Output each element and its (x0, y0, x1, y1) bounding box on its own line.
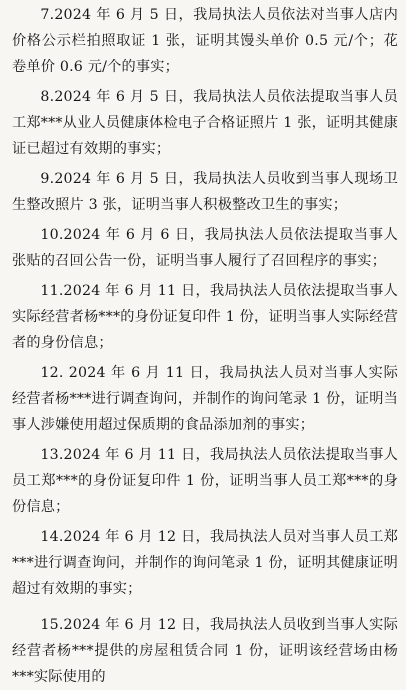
evidence-paragraph-7: 7.2024 年 6 月 5 日，我局执法人员依法对当事人店内价格公示栏拍照取证 1 张，证明其馒头单价 0.5 元/个；花卷单价 0.6 元/个的事实； (12, 7, 398, 75)
evidence-paragraph-15: 15.2024 年 6 月 12 日，我局执法人员收到当事人实际经营者杨***提供的房屋租赁合同 1 份，证明该经营场由杨***实际使用的 (12, 617, 398, 685)
evidence-paragraph-8: 8.2024 年 6 月 5 日，我局执法人员依法提取当事人员工郑***从业人员健康体检电子合格证照片 1 张，证明其健康证已超过有效期的事实； (12, 89, 398, 157)
evidence-paragraph-12: 12. 2024 年 6 月 11 日，我局执法人员对当事人实际经营者杨***进行调查询问，并制作的询问笔录 1 份，证明当事人涉嫌使用超过保质期的食品添加剂的事实； (12, 365, 398, 433)
evidence-paragraph-11: 11.2024 年 6 月 11 日，我局执法人员依法提取当事人实际经营者杨***的身份证复印件 1 份，证明当事人实际经营者的身份信息； (12, 283, 398, 351)
evidence-paragraph-10: 10.2024 年 6 月 6 日，我局执法人员依法提取当事人张贴的召回公告一份，证明当事人履行了召回程序的事实； (12, 227, 398, 269)
evidence-paragraph-14: 14.2024 年 6 月 12 日，我局执法人员对当事人员工郑***进行调查询问，并制作的询问笔录 1 份，证明其健康证明超过有效期的事实； (12, 529, 398, 597)
evidence-paragraph-13: 13.2024 年 6 月 11 日，我局执法人员依法提取当事人员工郑***的身份证复印件 1 份，证明当事人员工郑***的身份信息； (12, 447, 398, 515)
evidence-paragraph-9: 9.2024 年 6 月 5 日，我局执法人员收到当事人现场卫生整改照片 3 张，证明当事人积极整改卫生的事实； (12, 171, 398, 213)
